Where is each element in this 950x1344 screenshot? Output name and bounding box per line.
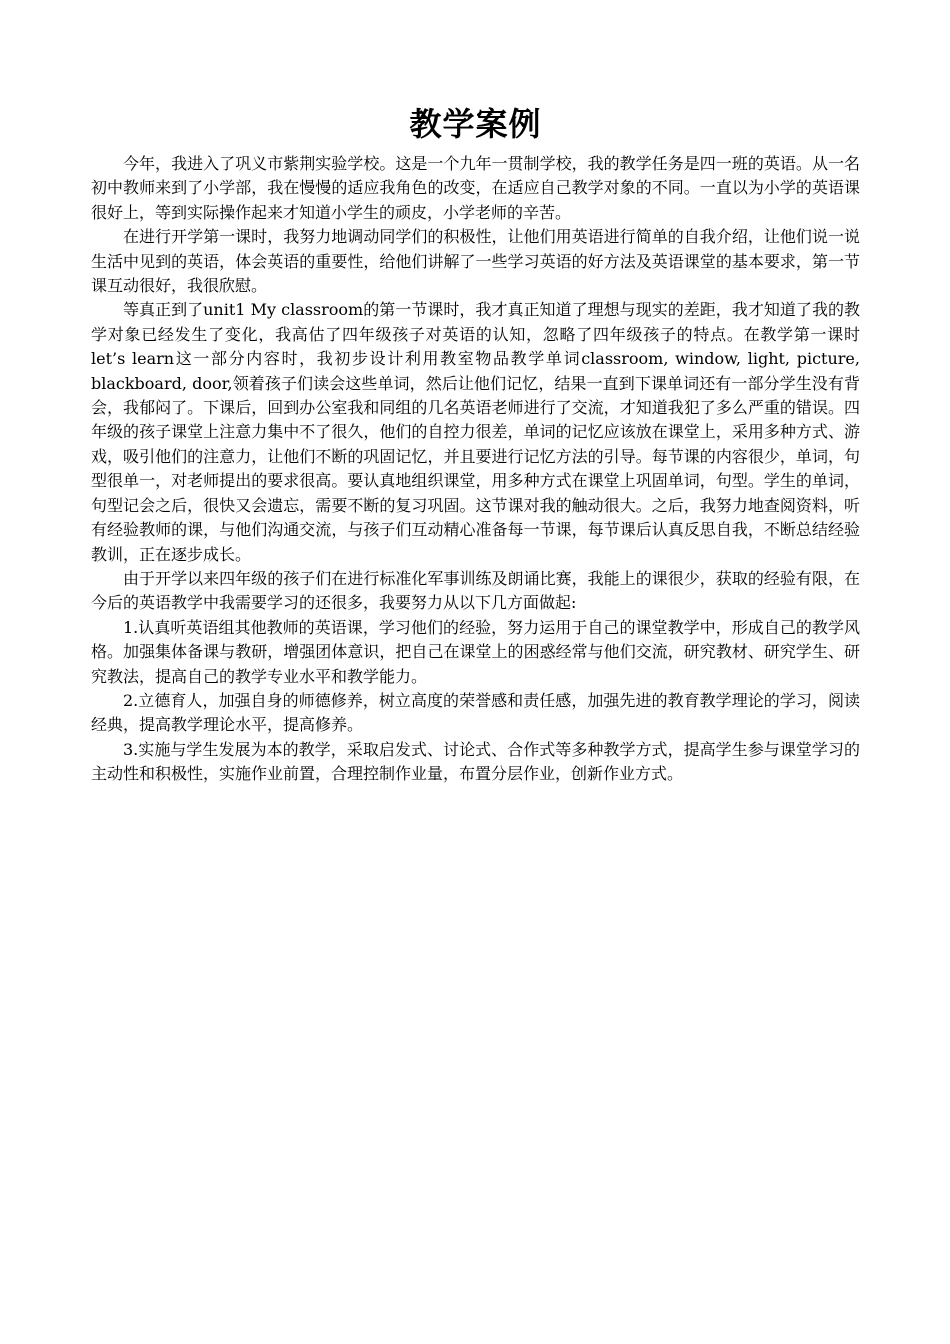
paragraph-plan-item-1: 1.认真听英语组其他教师的英语课，学习他们的经验，努力运用于自己的课堂教学中，形成自己的教学风格。加强集体备课与教研，增强团体意识，把自己在课堂上的困惑经常与他们交流，研究教材、研究学生、研究教法，提高自己的教学专业水平和教学能力。 bbox=[91, 617, 860, 686]
paragraph-unit1-reflection: 等真正到了unit1 My classroom的第一节课时，我才真正知道了理想与现实的差距，我才知道了我的教学对象已经发生了变化，我高估了四年级孩子对英语的认知，忽略了四年级孩子的特点。在教学第一课时 let’s learn这一部分内容时，我初步设计利用教室物品教学单词classroom, window, light, picture, blackboard, door,领着孩子们读会这些单词，然后让他们记忆，结果一直到下课单词还有一部分学生没有背会，我郁闷了。下课后，回到办公室我和同组的几名英语老师进行了交流，才知道我犯了多么严重的错误。四年级的孩子课堂上注意力集中不了很久，他们的自控力很差，单词的记忆应该放在课堂上，采用多种方式、游戏，吸引他们的注意力，让他们不断的巩固记忆，并且要进行记忆方法的引导。每节课的内容很少，单词，句型很单一，对老师提出的要求很高。要认真地组织课堂，用多种方式在课堂上巩固单词，句型。学生的单词，句型记会之后，很快又会遗忘，需要不断的复习巩固。这节课对我的触动很大。之后，我努力地查阅资料，听有经验教师的课，与他们沟通交流，与孩子们互动精心准备每一节课，每节课后认真反思自我，不断总结经验教训，正在逐步成长。 bbox=[91, 300, 860, 564]
document-body bbox=[91, 100, 860, 787]
paragraph-plan-item-3: 3.实施与学生发展为本的教学，采取启发式、讨论式、合作式等多种教学方式，提高学生参与课堂学习的主动性和积极性，实施作业前置，合理控制作业量，布置分层作业，创新作业方式。 bbox=[91, 739, 860, 784]
paragraph-intro: 今年，我进入了巩义市紫荆实验学校。这是一个九年一贯制学校，我的教学任务是四一班的英语。从一名初中教师来到了小学部，我在慢慢的适应我角色的改变，在适应自己教学对象的不同。一直以为小学的英语课很好上，等到实际操作起来才知道小学生的顽皮，小学老师的辛苦。 bbox=[91, 154, 860, 222]
paragraph-future-plan: 由于开学以来四年级的孩子们在进行标准化军事训练及朗诵比赛，我能上的课很少，获取的经验有限，在今后的英语教学中我需要学习的还很多，我要努力从以下几方面做起: bbox=[91, 568, 860, 613]
paragraph-first-lesson: 在进行开学第一课时，我努力地调动同学们的积极性，让他们用英语进行简单的自我介绍，让他们说一说生活中见到的英语，体会英语的重要性，给他们讲解了一些学习英语的好方法及英语课堂的基本要求，第一节课互动很好，我很欣慰。 bbox=[91, 227, 860, 296]
document-title: 教学案例 bbox=[409, 105, 542, 143]
paragraph-plan-item-2: 2.立德育人，加强自身的师德修养，树立高度的荣誉感和责任感，加强先进的教育教学理论的学习，阅读经典，提高教学理论水平，提高修养。 bbox=[91, 690, 860, 735]
